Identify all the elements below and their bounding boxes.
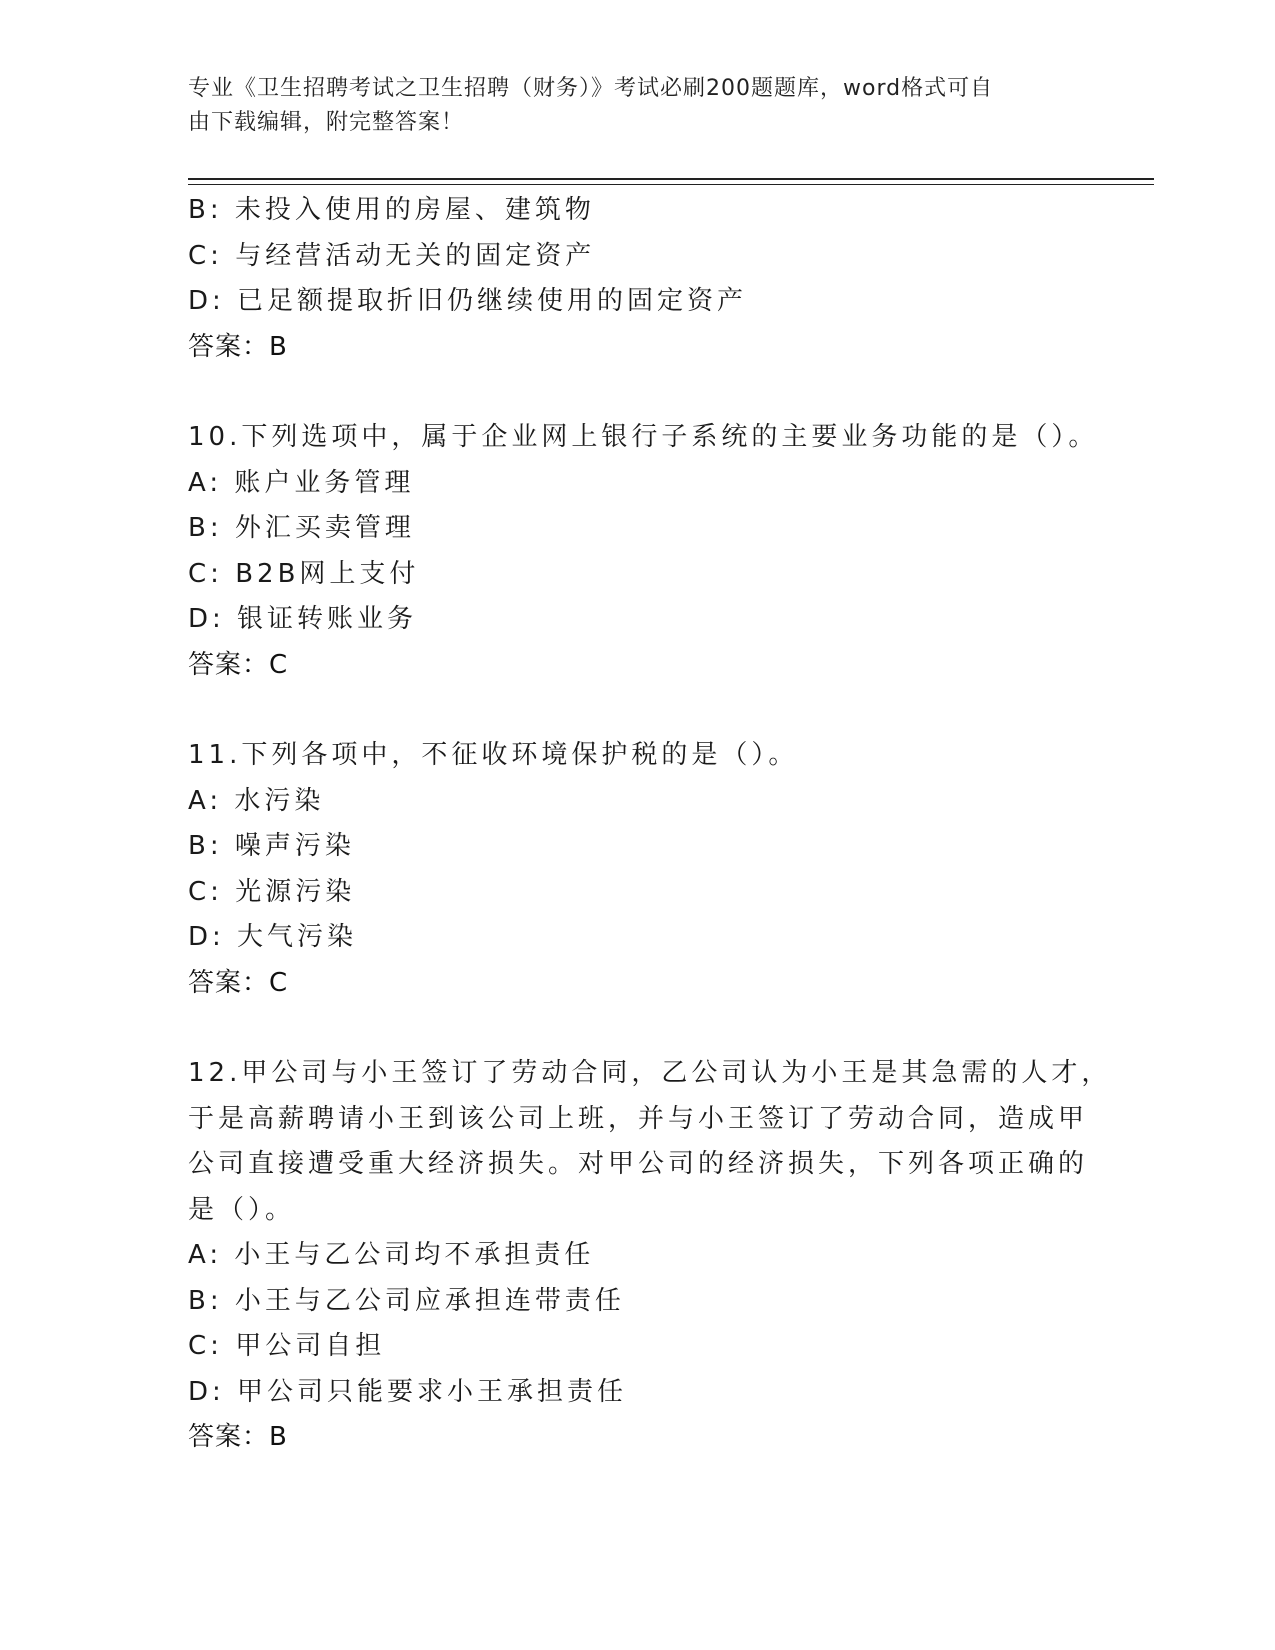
answer-line: 答案：B [188,1422,288,1452]
header-line-2: 由下载编辑，附完整答案！ [188,110,465,135]
question-spacer [188,1006,1068,1051]
option-d: D: 已足额提取折旧仍继续使用的固定资产 [188,286,748,316]
option-c: C: B2B网上支付 [188,558,420,589]
question-stem-line-4: 是（）。 [188,1194,296,1225]
question-stem-line-2: 于是高薪聘请小王到该公司上班，并与小王签订了劳动合同，造成甲 [188,1103,1089,1134]
question-spacer [188,370,1068,415]
option-a: A: 账户业务管理 [188,467,415,498]
option-c: C: 与经营活动无关的固定资产 [188,240,596,271]
question-11 [188,733,1068,1006]
answer-line: 答案：C [188,649,289,680]
answer-line: 答案：C [188,967,289,998]
option-a: A: 小王与乙公司均不承担责任 [188,1240,595,1270]
question-spacer [188,688,1068,733]
question-9-continued [188,188,1068,370]
question-stem: 10.下列选项中，属于企业网上银行子系统的主要业务功能的是（）。 [188,422,1099,452]
option-d: D: 大气污染 [188,922,358,952]
question-12 [188,1051,1112,1461]
option-d: D: 银证转账业务 [188,604,418,634]
header-divider-thin [188,184,1154,185]
option-b: B: 小王与乙公司应承担连带责任 [188,1285,625,1316]
question-stem-line-1: 12.甲公司与小王签订了劳动合同，乙公司认为小王是其急需的人才， [188,1058,1112,1088]
header-line-1: 专业《卫生招聘考试之卫生招聘（财务）》考试必刷200题题库，word格式可自 [188,76,994,101]
question-stem: 11.下列各项中，不征收环境保护税的是（）。 [188,740,799,770]
option-a: A: 水污染 [188,785,325,816]
question-10 [188,415,1099,688]
option-c: C: 甲公司自担 [188,1331,386,1361]
question-list [188,188,1112,1461]
option-c: C: 光源污染 [188,876,356,907]
answer-line: 答案：B [188,331,288,362]
option-d: D: 甲公司只能要求小王承担责任 [188,1376,628,1407]
option-b: B: 外汇买卖管理 [188,513,415,543]
header-divider-thick [188,178,1154,180]
document-header [188,72,1068,140]
question-stem-line-3: 公司直接遭受重大经济损失。对甲公司的经济损失，下列各项正确的 [188,1149,1089,1179]
option-b: B: 未投入使用的房屋、建筑物 [188,195,595,225]
option-b: B: 噪声污染 [188,831,355,861]
